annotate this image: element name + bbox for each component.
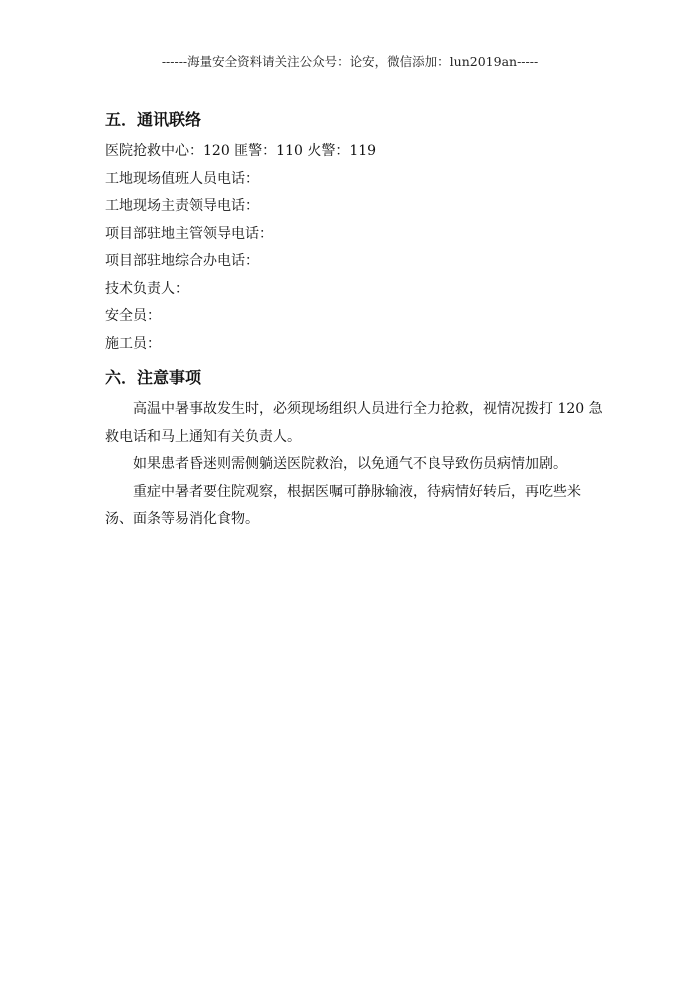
contact-list — [105, 138, 605, 358]
page-header-banner: ------海量安全资料请关注公众号：论安，微信添加：lun2019an----- — [161, 54, 539, 69]
section-5-title: 五．通讯联络 — [105, 110, 202, 129]
contact-line-safety-officer: 安全员： — [105, 308, 161, 324]
document-body — [105, 108, 605, 534]
contact-line-tech-lead: 技术负责人： — [105, 280, 189, 297]
notice-paragraph: 重症中暑者要住院观察，根据医嘱可静脉输液，待病情好转后，再吃些米汤、面条等易消化食物。 — [105, 483, 581, 527]
contact-line-site-duty-staff: 工地现场值班人员电话： — [105, 170, 259, 187]
notice-paragraph: 如果患者昏迷则需侧躺送医院救治，以免通气不良导致伤员病情加剧。 — [133, 456, 567, 472]
notice-paragraph: 高温中暑事故发生时，必须现场组织人员进行全力抢救，视情况拨打 120 急救电话和马上通知有关负责人。 — [105, 401, 603, 445]
contact-line-project-lead: 项目部驻地主管领导电话： — [105, 225, 273, 242]
contact-line-emergency-numbers: 医院抢救中心：120 匪警：110 火警：119 — [105, 143, 377, 159]
contact-line-project-office: 项目部驻地综合办电话： — [105, 253, 259, 269]
section-6-title: 六．注意事项 — [105, 368, 202, 387]
contact-line-construction-staff: 施工员： — [105, 335, 161, 352]
contact-line-site-lead: 工地现场主责领导电话： — [105, 198, 259, 214]
